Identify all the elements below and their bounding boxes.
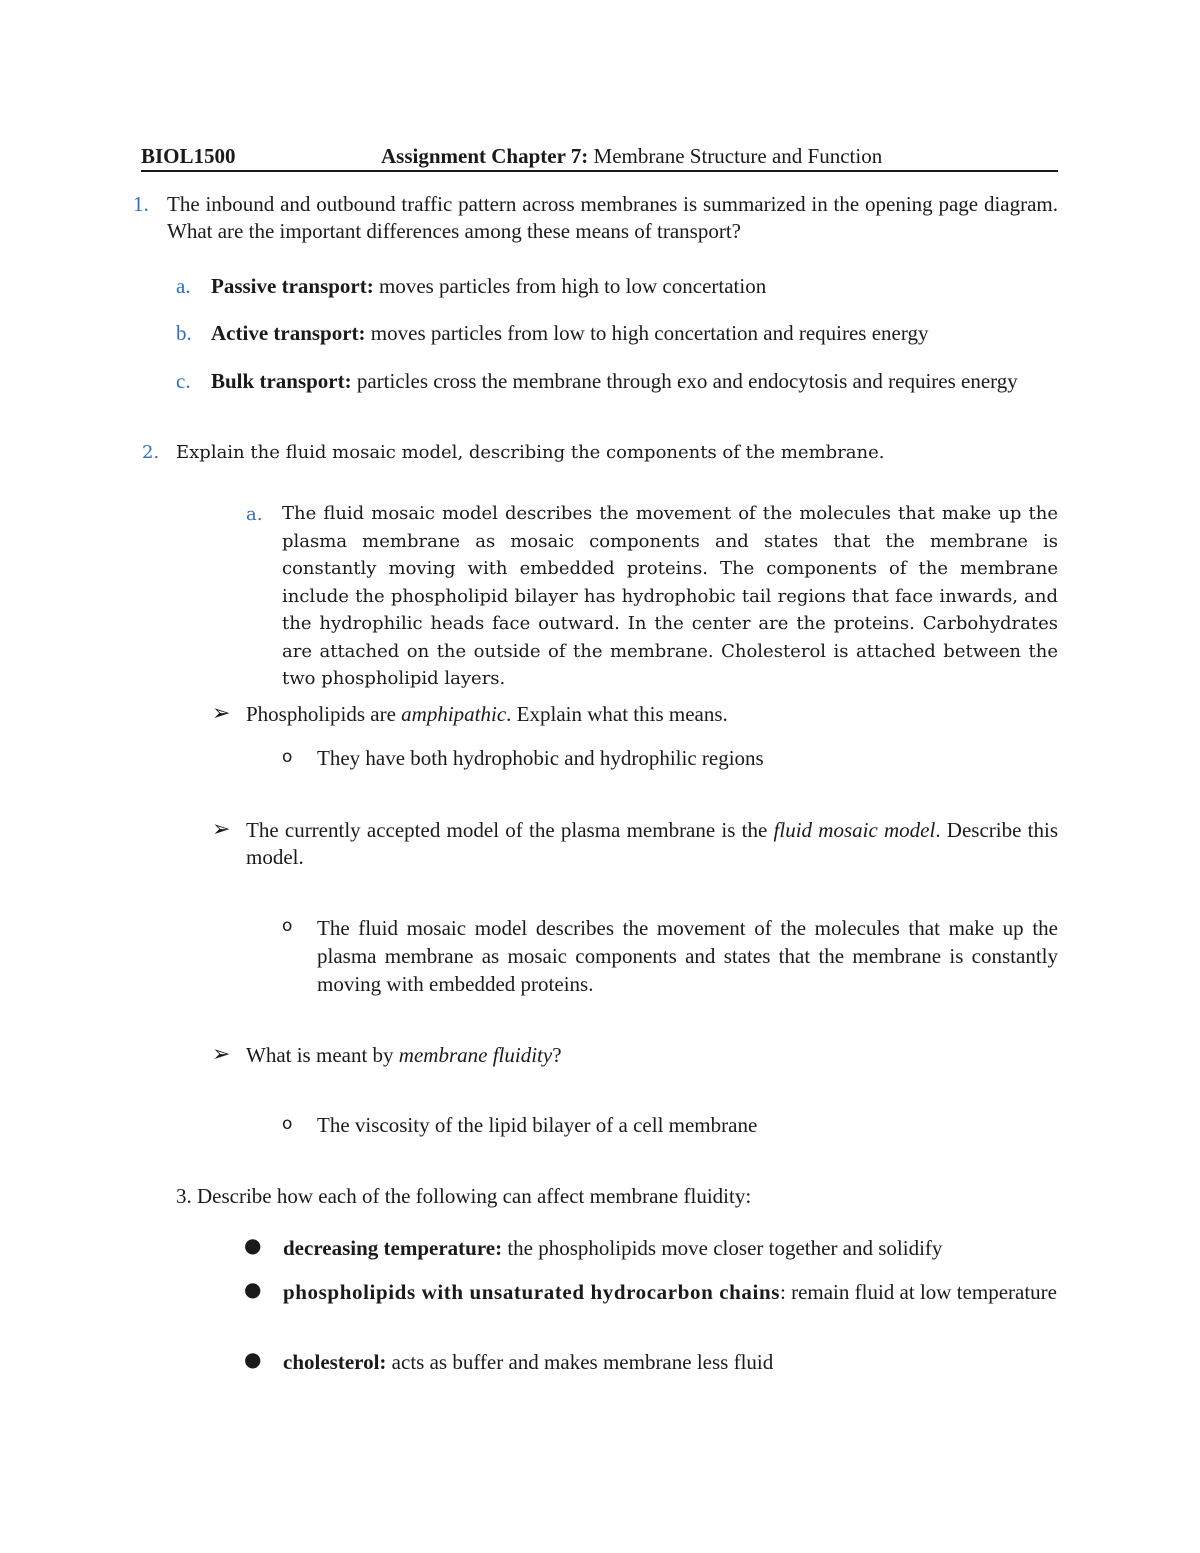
arrow-bullet-icon: ➢ <box>212 701 231 726</box>
document-header <box>141 142 1058 172</box>
circle-bullet-icon: o <box>282 1114 293 1134</box>
assignment-title <box>381 144 882 169</box>
circle-bullet-icon: o <box>282 916 293 936</box>
q3-item-text: acts as buffer and makes membrane less fluid <box>386 1350 774 1374</box>
q3-item <box>283 1279 1058 1306</box>
q1-item-text: moves particles from high to low concertation <box>373 274 767 298</box>
subq-term: fluid mosaic model <box>773 818 936 842</box>
q1-item-term: Passive transport: <box>211 274 374 298</box>
arrow-bullet-icon: ➢ <box>212 817 231 842</box>
subq-text: . Describe this model. <box>246 818 1058 869</box>
q3-item-text: the phospholipids move closer together and solidify <box>502 1236 943 1260</box>
bullet-icon: ● <box>244 1233 262 1257</box>
q1-item-text: particles cross the membrane through exo and endocytosis and requires energy <box>351 369 1018 393</box>
q1-item-letter: b. <box>176 321 192 345</box>
q3-item <box>283 1349 1058 1376</box>
subq-text: What is meant by <box>246 1043 399 1067</box>
arrow-bullet-icon: ➢ <box>212 1042 231 1067</box>
q3-item-term: cholesterol: <box>283 1350 387 1374</box>
q1-item-term: Active transport: <box>211 321 366 345</box>
subq-text: The currently accepted model of the plasma membrane is the <box>246 818 774 842</box>
subq-answer: They have both hydrophobic and hydrophilic regions <box>317 746 764 770</box>
subq-text: . Explain what this means. <box>506 702 728 726</box>
assignment-label: Assignment Chapter 7: <box>381 144 589 168</box>
q3-item <box>283 1235 1058 1262</box>
subq-answer: The fluid mosaic model describes the movement of the molecules that make up the plasma membrane as mosaic components and states that the membrane is constantly moving with embedded proteins. <box>317 916 1058 996</box>
q1-item-term: Bulk transport: <box>211 369 352 393</box>
subq-text: Phospholipids are <box>246 702 402 726</box>
q3-item-term: phospholipids with unsaturated hydrocarbon chains <box>283 1280 780 1304</box>
q2-answer: The fluid mosaic model describes the movement of the molecules that make up the plasma membrane as mosaic components and states that the membrane is constantly moving with embedded proteins. The components of the membrane include the phospholipid bilayer has hydrophobic tail regions that face inwards, and the hydrophilic heads face outward. In the center are the proteins. Carbohydrates are attached on the outside of the membrane. Cholesterol is attached between the two phospholipid layers. <box>282 503 1058 689</box>
bullet-icon: ● <box>244 1277 262 1301</box>
subq-answer: The viscosity of the lipid bilayer of a cell membrane <box>317 1113 758 1137</box>
q1-item-letter: c. <box>176 369 191 393</box>
bullet-icon: ● <box>244 1347 262 1371</box>
subq-text: ? <box>552 1043 562 1067</box>
q1-number: 1. <box>133 192 149 216</box>
q1-item-text: moves particles from low to high concertation and requires energy <box>365 321 929 345</box>
subq-membrane-fluidity <box>246 1042 1058 1069</box>
subq-amphipathic <box>246 701 1058 728</box>
q2-number: 2. <box>142 442 160 463</box>
subq-fluid-mosaic <box>246 817 1058 871</box>
q2-text: Explain the fluid mosaic model, describing the components of the membrane. <box>176 442 885 463</box>
q1-item-letter: a. <box>176 274 191 298</box>
q3-item-term: decreasing temperature: <box>283 1236 503 1260</box>
circle-bullet-icon: o <box>282 747 293 767</box>
q1-item-active <box>211 320 1058 347</box>
subq-term: membrane fluidity <box>398 1043 553 1067</box>
q1-item-passive <box>211 273 1058 300</box>
q3-text: 3. Describe how each of the following can affect membrane fluidity: <box>176 1184 752 1208</box>
q2-answer-letter: a. <box>246 504 263 525</box>
q1-item-bulk <box>211 368 1058 395</box>
course-code: BIOL1500 <box>141 144 236 168</box>
q3-item-text: : remain fluid at low temperature <box>780 1280 1057 1304</box>
subq-term: amphipathic <box>401 702 507 726</box>
assignment-topic: Membrane Structure and Function <box>588 144 883 168</box>
q1-text: The inbound and outbound traffic pattern across membranes is summarized in the opening page diagram. What are the important differences among these means of transport? <box>167 192 1058 243</box>
